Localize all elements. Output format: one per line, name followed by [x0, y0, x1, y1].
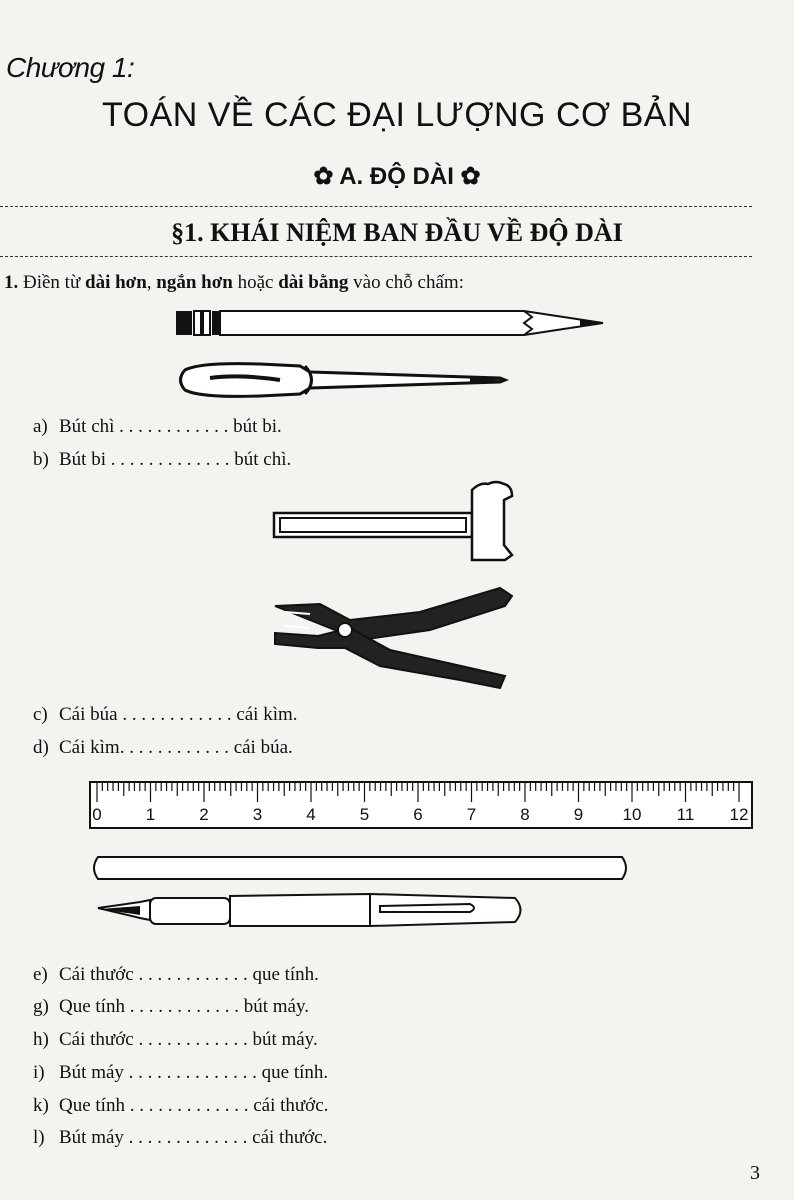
item-text: Que tính . . . . . . . . . . . . . cái thước. — [59, 1095, 329, 1116]
list-item — [33, 1062, 328, 1084]
instr-bold-1: dài hơn — [85, 272, 147, 293]
item-label: l) — [33, 1127, 45, 1148]
item-text: Bút chì . . . . . . . . . . . . bút bi. — [59, 416, 282, 437]
item-text: Cái kìm. . . . . . . . . . . . cái búa. — [59, 737, 293, 758]
item-label: b) — [33, 449, 49, 470]
item-text: Bút máy . . . . . . . . . . . . . cái thước. — [59, 1127, 328, 1148]
item-label: i) — [33, 1062, 45, 1083]
item-label: h) — [33, 1029, 49, 1050]
instr-text-4: vào chỗ chấm: — [348, 272, 464, 293]
item-text: Bút bi . . . . . . . . . . . . . bút chì. — [59, 449, 292, 470]
ruler-number: 1 — [145, 805, 156, 824]
subsection-title: §1. KHÁI NIỆM BAN ĐẦU VỀ ĐỘ DÀI — [171, 218, 623, 247]
ruler-number: 7 — [466, 805, 477, 824]
ruler-number: 11 — [676, 805, 695, 824]
ruler-number: 3 — [252, 805, 263, 824]
list-item — [33, 996, 309, 1018]
ruler-number: 10 — [622, 805, 642, 824]
item-label: c) — [33, 704, 48, 725]
list-item — [33, 964, 319, 986]
ruler-number: 8 — [520, 805, 530, 824]
ruler-number: 4 — [306, 805, 316, 824]
instr-text-3: hoặc — [232, 272, 279, 293]
chapter-label: Chương 1: — [6, 52, 135, 83]
ruler-number: 12 — [729, 805, 749, 824]
item-label: e) — [33, 964, 48, 985]
ruler-number: 2 — [199, 805, 209, 824]
list-item — [33, 1127, 327, 1149]
ruler-number: 5 — [359, 805, 370, 824]
exercise-number: 1. — [4, 272, 19, 293]
item-text: Bút máy . . . . . . . . . . . . . . que tính. — [59, 1062, 329, 1083]
main-title: TOÁN VỀ CÁC ĐẠI LƯỢNG CƠ BẢN — [101, 96, 693, 134]
instr-bold-2: ngắn hơn — [156, 272, 233, 293]
ruler-number: 9 — [573, 805, 584, 824]
item-text: Cái thước . . . . . . . . . . . . bút máy. — [59, 1029, 318, 1050]
list-item — [33, 1029, 318, 1051]
item-text: Que tính . . . . . . . . . . . . bút máy. — [59, 996, 309, 1017]
item-label: a) — [33, 416, 48, 437]
instr-text-2: , — [146, 272, 157, 293]
instr-bold-3: dài bằng — [278, 272, 349, 293]
item-label: k) — [33, 1095, 49, 1116]
instr-text-1: Điền từ — [23, 272, 86, 293]
section-title: ✿ A. ĐỘ DÀI ✿ — [313, 163, 481, 190]
item-text: Cái búa . . . . . . . . . . . . cái kìm. — [59, 704, 298, 725]
item-label: g) — [33, 996, 49, 1017]
ruler-number: 6 — [413, 805, 423, 824]
list-item — [33, 1095, 328, 1117]
ruler-number: 0 — [92, 805, 102, 824]
page-number: 3 — [750, 1162, 760, 1184]
item-text: Cái thước . . . . . . . . . . . . que tính. — [59, 964, 319, 985]
item-label: d) — [33, 737, 49, 758]
